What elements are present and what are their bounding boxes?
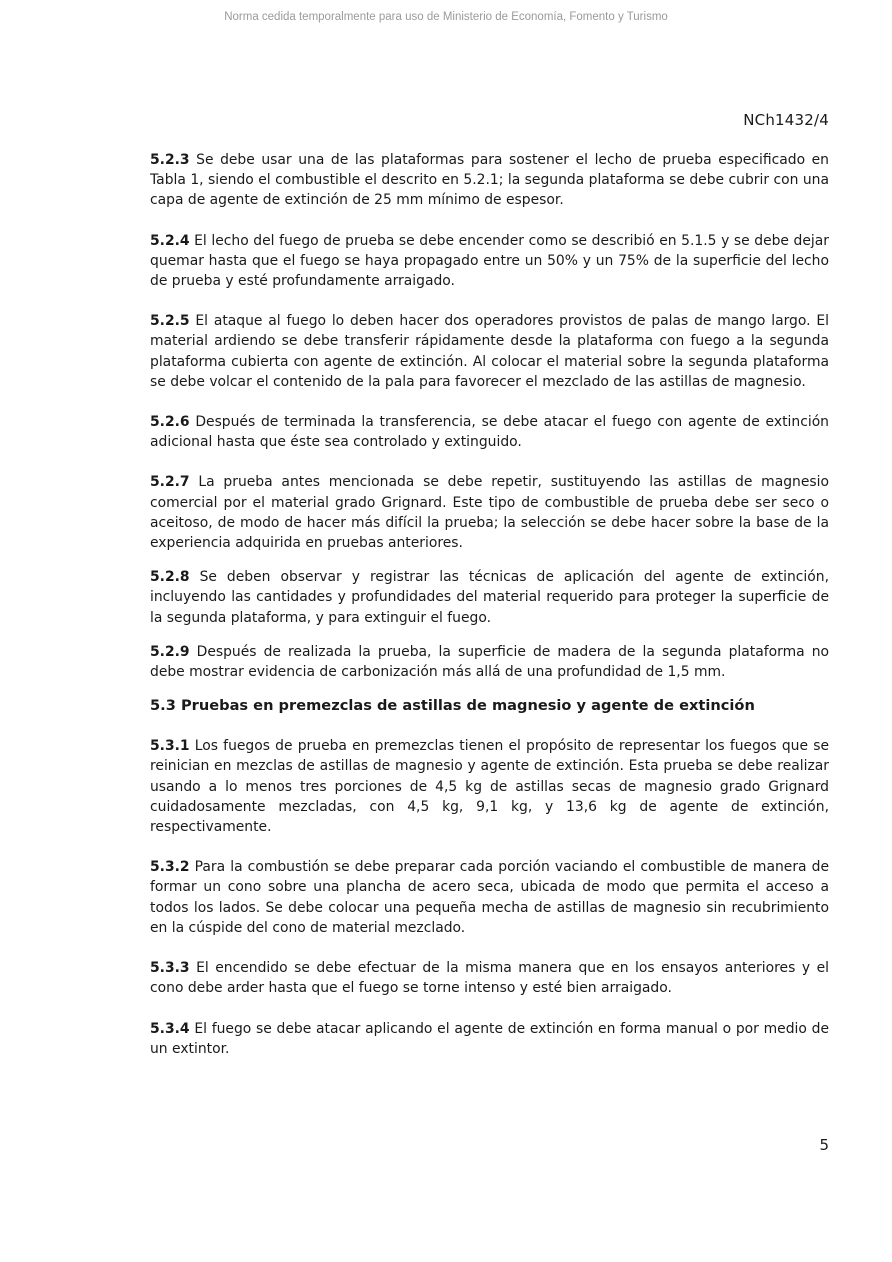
page-content xyxy=(150,150,829,1079)
document-code: NCh1432/4 xyxy=(743,111,829,129)
paragraph-5-3-3 xyxy=(150,958,829,998)
paragraph-5-2-6 xyxy=(150,412,829,452)
watermark: Norma cedida temporalmente para uso de Ministerio de Economía, Fomento y Turismo xyxy=(224,11,668,23)
section-number: 5.3 xyxy=(150,697,176,715)
clause-number: 5.2.4 xyxy=(150,232,190,249)
paragraph-5-2-4 xyxy=(150,231,829,292)
clause-number: 5.2.8 xyxy=(150,569,190,586)
clause-text: Se debe usar una de las plataformas para sostener el lecho de prueba especificado en Tabla 1, siendo el combustible el descrito en 5.2.1; la segunda plataforma se debe cubrir con una capa de agente de extinción de 25 mm mínimo de espesor. xyxy=(150,152,829,209)
paragraph-5-2-3 xyxy=(150,150,829,211)
clause-text: El lecho del fuego de prueba se debe encender como se describió en 5.1.5 y se debe dejar quemar hasta que el fuego se haya propagado entre un 50% y un 75% de la superficie del lecho de prueba y esté profundamente arraigado. xyxy=(150,232,829,290)
clause-text: Los fuegos de prueba en premezclas tienen el propósito de representar los fuegos que se reinician en mezclas de astillas de magnesio y agente de extinción. Esta prueba se debe realizar usando a lo menos tres porciones de 4,5 kg de astillas secas de magnesio grado Grignard cuidadosamente mezcladas, con 4,5 kg, 9,1 kg, y 13,6 kg de agente de extinción, respectivamente. xyxy=(150,738,829,836)
section-title: Pruebas en premezclas de astillas de magnesio y agente de extinción xyxy=(175,697,755,715)
clause-number: 5.2.7 xyxy=(150,474,190,491)
clause-text: Para la combustión se debe preparar cada porción vaciando el combustible de manera de formar un cono sobre una plancha de acero seca, ubicada de modo que permita el acceso a todos los lados. Se debe colocar una pequeña mecha de astillas de magnesio sin recubrimiento en la cúspide del cono de material mezclado. xyxy=(150,859,829,936)
clause-number: 5.3.4 xyxy=(150,1020,190,1037)
clause-text: El ataque al fuego lo deben hacer dos operadores provistos de palas de mango largo. El material ardiendo se debe transferir rápidamente desde la plataforma con fuego a la segunda plataforma cubierta con agente de extinción. Al colocar el material sobre la segunda plataforma se debe volcar el contenido de la pala para favorecer el mezclado de las astillas de magnesio. xyxy=(150,313,829,390)
clause-text: Se deben observar y registrar las técnicas de aplicación del agente de extinción, incluyendo las cantidades y profundidades del material requerido para proteger la superficie de la segunda plataforma, y para extinguir el fuego. xyxy=(150,569,829,626)
clause-text: Después de terminada la transferencia, se debe atacar el fuego con agente de extinción adicional hasta que éste sea controlado y extinguido. xyxy=(150,414,829,451)
clause-text: El encendido se debe efectuar de la misma manera que en los ensayos anteriores y el cono debe arder hasta que el fuego se torne intenso y esté bien arraigado. xyxy=(150,960,829,997)
clause-text: Después de realizada la prueba, la superficie de madera de la segunda plataforma no debe mostrar evidencia de carbonización más allá de una profundidad de 1,5 mm. xyxy=(150,643,829,681)
paragraph-5-2-9 xyxy=(150,642,829,682)
clause-number: 5.3.3 xyxy=(150,960,190,977)
clause-number: 5.2.9 xyxy=(150,643,190,660)
clause-text: La prueba antes mencionada se debe repetir, sustituyendo las astillas de magnesio comercial por el material grado Grignard. Este tipo de combustible de prueba debe ser seco o aceitoso, de modo de hacer más difícil la prueba; la selección se debe hacer sobre la base de la experiencia adquirida en pruebas anteriores. xyxy=(150,474,829,552)
paragraph-5-2-8 xyxy=(150,567,829,628)
paragraph-5-3-1 xyxy=(150,736,829,837)
paragraph-5-2-5 xyxy=(150,311,829,392)
clause-number: 5.3.1 xyxy=(150,738,190,755)
clause-number: 5.2.3 xyxy=(150,152,190,168)
page-number: 5 xyxy=(819,1136,829,1154)
section-heading-5-3 xyxy=(150,696,829,716)
clause-text: El fuego se debe atacar aplicando el agente de extinción en forma manual o por medio de un extintor. xyxy=(150,1020,829,1057)
clause-number: 5.3.2 xyxy=(150,859,190,876)
paragraph-5-3-2 xyxy=(150,857,829,938)
clause-number: 5.2.6 xyxy=(150,414,190,431)
paragraph-5-2-7 xyxy=(150,472,829,553)
clause-number: 5.2.5 xyxy=(150,313,190,330)
paragraph-5-3-4 xyxy=(150,1019,829,1059)
